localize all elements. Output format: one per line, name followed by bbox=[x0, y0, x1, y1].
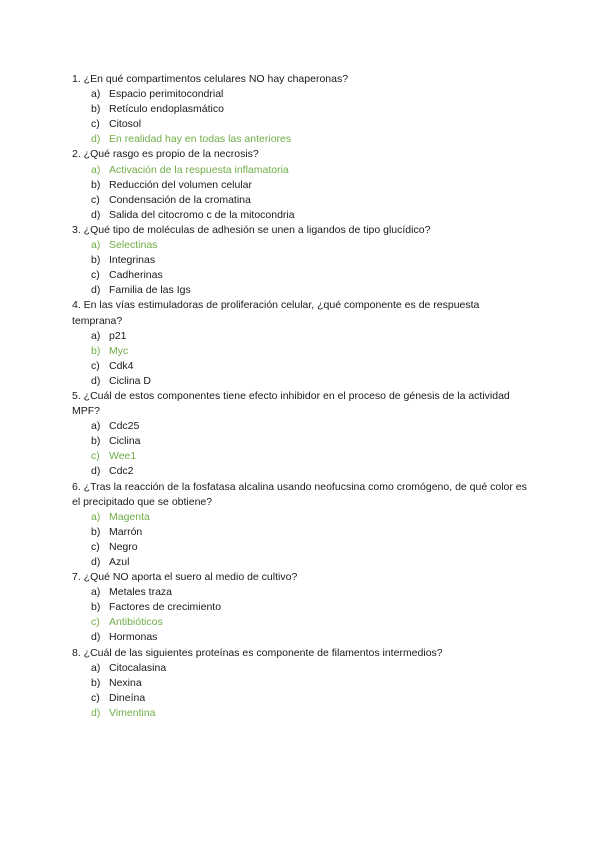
answer-option bbox=[72, 359, 532, 374]
option-letter: b) bbox=[91, 344, 101, 357]
option-text: Cadherinas bbox=[109, 269, 163, 282]
option-text: Hormonas bbox=[109, 631, 158, 644]
option-letter: c) bbox=[91, 193, 100, 206]
options-list bbox=[72, 419, 532, 479]
answer-option bbox=[72, 268, 532, 283]
question-text: 2. ¿Qué rasgo es propio de la necrosis? bbox=[72, 148, 259, 161]
option-letter: d) bbox=[91, 706, 101, 719]
option-letter: c) bbox=[91, 540, 100, 553]
answer-option bbox=[72, 178, 532, 193]
question-text: 1. ¿En qué compartimentos celulares NO hay chaperonas? bbox=[72, 73, 349, 85]
option-text: Citosol bbox=[109, 118, 142, 131]
option-text: Antibióticos bbox=[109, 616, 163, 629]
correct-answer-option bbox=[72, 132, 532, 147]
question-block bbox=[72, 298, 532, 389]
answer-option bbox=[72, 253, 532, 268]
question-block bbox=[72, 646, 532, 721]
answer-option bbox=[72, 117, 532, 132]
option-text: Citocalasina bbox=[109, 661, 167, 674]
options-list bbox=[72, 661, 532, 721]
option-text: Familia de las Igs bbox=[109, 284, 191, 297]
options-list bbox=[72, 238, 532, 298]
options-list bbox=[72, 585, 532, 645]
option-text: Integrinas bbox=[109, 254, 156, 267]
answer-option bbox=[72, 676, 532, 691]
option-text: Nexina bbox=[109, 676, 142, 689]
option-text: Espacio perimitocondrial bbox=[109, 88, 224, 101]
option-letter: c) bbox=[91, 450, 100, 463]
correct-answer-option bbox=[72, 238, 532, 253]
answer-option bbox=[72, 600, 532, 615]
option-letter: a) bbox=[91, 163, 101, 176]
option-letter: c) bbox=[91, 118, 100, 131]
option-letter: d) bbox=[91, 133, 101, 146]
answer-option bbox=[72, 329, 532, 344]
question-text: 5. ¿Cuál de estos componentes tiene efecto inhibidor en el proceso de génesis de la actividad MPF? bbox=[72, 389, 510, 418]
question-text: 6. ¿Tras la reacción de la fosfatasa alcalina usando neofucsina como cromógeno, de qué color es el precipitado que se obtiene? bbox=[72, 480, 527, 508]
option-letter: c) bbox=[91, 616, 100, 629]
option-letter: b) bbox=[91, 525, 101, 538]
option-text: Dineína bbox=[109, 691, 146, 704]
question-text: 7. ¿Qué NO aporta el suero al medio de cultivo? bbox=[72, 571, 298, 584]
option-letter: d) bbox=[91, 208, 101, 221]
option-letter: b) bbox=[91, 435, 101, 448]
option-text: Cdc25 bbox=[109, 420, 140, 433]
option-text: Ciclina D bbox=[109, 374, 152, 387]
option-letter: b) bbox=[91, 676, 101, 689]
answer-option bbox=[72, 193, 532, 208]
option-text: En realidad hay en todas las anteriores bbox=[109, 133, 292, 146]
answer-option bbox=[72, 102, 532, 117]
quiz-document bbox=[72, 72, 532, 721]
option-letter: a) bbox=[91, 510, 101, 523]
correct-answer-option bbox=[72, 706, 532, 721]
question-text: 8. ¿Cuál de las siguientes proteínas es componente de filamentos intermedios? bbox=[72, 646, 443, 659]
answer-option bbox=[72, 374, 532, 389]
option-letter: a) bbox=[91, 88, 101, 101]
option-text: Ciclina bbox=[109, 435, 141, 448]
answer-option bbox=[72, 540, 532, 555]
question-block bbox=[72, 480, 532, 571]
option-letter: a) bbox=[91, 239, 101, 252]
option-letter: a) bbox=[91, 586, 101, 599]
answer-option bbox=[72, 630, 532, 645]
answer-option bbox=[72, 208, 532, 223]
option-text: Magenta bbox=[109, 510, 150, 523]
question-block bbox=[72, 72, 532, 147]
option-text: Retículo endoplasmático bbox=[109, 103, 224, 116]
option-text: Reducción del volumen celular bbox=[109, 178, 252, 191]
option-text: Selectinas bbox=[109, 239, 158, 252]
option-text: Azul bbox=[109, 556, 130, 568]
options-list bbox=[72, 510, 532, 570]
option-text: Myc bbox=[109, 344, 129, 357]
option-text: Salida del citocromo c de la mitocondria bbox=[109, 208, 295, 221]
option-letter: d) bbox=[91, 284, 101, 297]
option-letter: b) bbox=[91, 103, 101, 116]
option-letter: a) bbox=[91, 420, 101, 433]
correct-answer-option bbox=[72, 615, 532, 630]
answer-option bbox=[72, 87, 532, 102]
option-letter: d) bbox=[91, 556, 101, 568]
question-text: 4. En las vías estimuladoras de proliferación celular, ¿qué componente es de respuesta temprana? bbox=[72, 299, 480, 327]
option-text: Cdk4 bbox=[109, 359, 134, 372]
correct-answer-option bbox=[72, 344, 532, 359]
question-block bbox=[72, 570, 532, 645]
question-block bbox=[72, 389, 532, 480]
question-block bbox=[72, 223, 532, 298]
option-text: Marrón bbox=[109, 525, 143, 538]
answer-option bbox=[72, 464, 532, 479]
option-text: Activación de la respuesta inflamatoria bbox=[109, 163, 289, 176]
options-list bbox=[72, 163, 532, 223]
option-letter: a) bbox=[91, 661, 101, 674]
option-letter: b) bbox=[91, 254, 101, 267]
option-letter: d) bbox=[91, 631, 101, 644]
option-letter: b) bbox=[91, 601, 101, 614]
option-text: Factores de crecimiento bbox=[109, 601, 222, 614]
option-letter: d) bbox=[91, 374, 101, 387]
options-list bbox=[72, 329, 532, 389]
option-text: Vimentina bbox=[109, 706, 156, 719]
option-letter: c) bbox=[91, 359, 100, 372]
question-text: 3. ¿Qué tipo de moléculas de adhesión se unen a ligandos de tipo glucídico? bbox=[72, 223, 431, 236]
option-text: Negro bbox=[109, 540, 138, 553]
answer-option bbox=[72, 434, 532, 449]
answer-option bbox=[72, 661, 532, 676]
option-text: Cdc2 bbox=[109, 465, 134, 478]
option-text: Metales traza bbox=[109, 586, 173, 599]
correct-answer-option bbox=[72, 449, 532, 464]
options-list bbox=[72, 87, 532, 147]
option-letter: a) bbox=[91, 329, 101, 342]
answer-option bbox=[72, 585, 532, 600]
answer-option bbox=[72, 419, 532, 434]
question-block bbox=[72, 147, 532, 222]
answer-option bbox=[72, 691, 532, 706]
correct-answer-option bbox=[72, 510, 532, 525]
option-text: p21 bbox=[109, 329, 127, 342]
answer-option bbox=[72, 555, 532, 570]
option-letter: d) bbox=[91, 465, 101, 478]
option-letter: c) bbox=[91, 691, 100, 704]
answer-option bbox=[72, 283, 532, 298]
option-text: Wee1 bbox=[109, 450, 137, 463]
answer-option bbox=[72, 525, 532, 540]
option-letter: c) bbox=[91, 269, 100, 282]
option-letter: b) bbox=[91, 178, 101, 191]
correct-answer-option bbox=[72, 163, 532, 178]
option-text: Condensación de la cromatina bbox=[109, 193, 251, 206]
